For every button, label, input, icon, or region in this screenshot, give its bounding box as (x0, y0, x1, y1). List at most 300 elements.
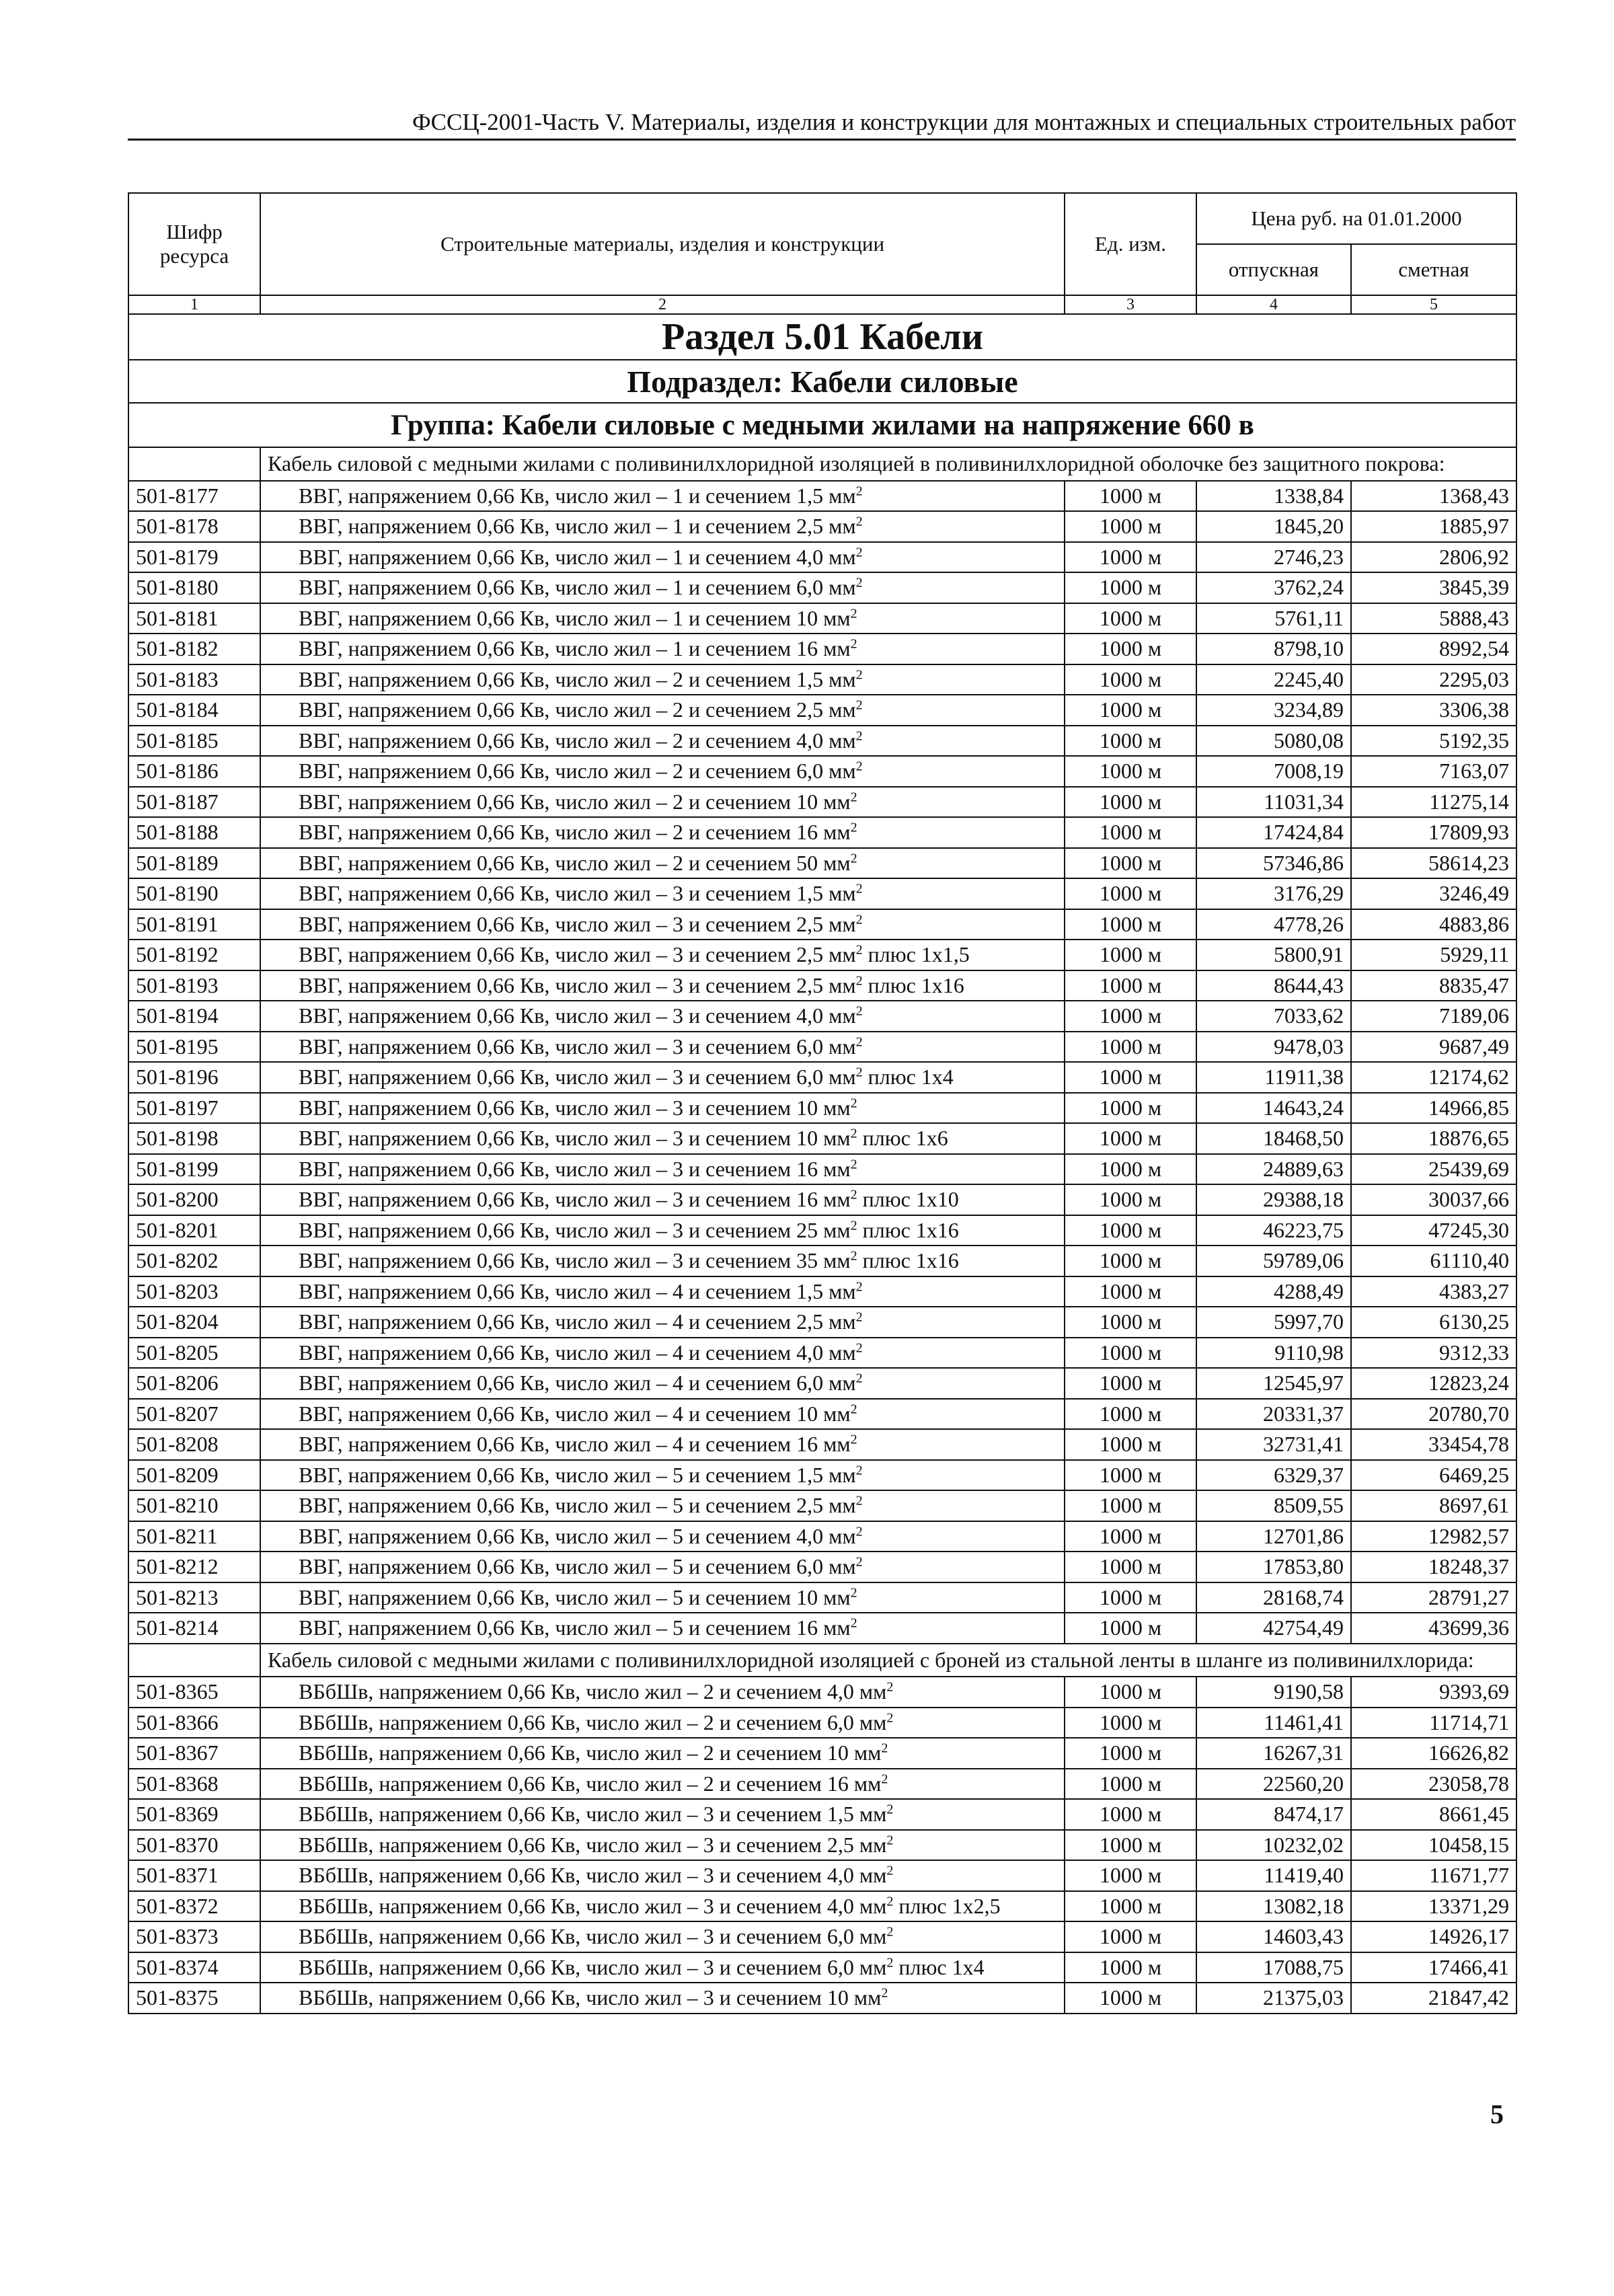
release-price: 8509,55 (1196, 1490, 1351, 1521)
resource-code: 501-8177 (128, 481, 260, 512)
release-price: 7008,19 (1196, 756, 1351, 787)
release-price: 12701,86 (1196, 1521, 1351, 1552)
material-name-text: ВВГ, напряжением 0,66 Кв, число жил – 5 и сечением 16 мм (299, 1615, 851, 1640)
unit-cell: 1000 м (1065, 1307, 1196, 1338)
resource-code: 501-8365 (128, 1677, 260, 1708)
squared-superscript: 2 (855, 1309, 863, 1325)
estimate-price: 3306,38 (1351, 695, 1516, 726)
table-row (128, 664, 1516, 695)
squared-superscript: 2 (855, 728, 863, 744)
estimate-price: 8697,61 (1351, 1490, 1516, 1521)
resource-code: 501-8368 (128, 1769, 260, 1800)
resource-code: 501-8183 (128, 664, 260, 695)
material-name-text: ВВГ, напряжением 0,66 Кв, число жил – 5 и сечением 10 мм (299, 1584, 851, 1609)
column-number: 2 (260, 295, 1065, 314)
unit-cell: 1000 м (1065, 1062, 1196, 1093)
material-name (260, 909, 1065, 940)
resource-code: 501-8206 (128, 1368, 260, 1399)
release-price: 4778,26 (1196, 909, 1351, 940)
material-name (260, 1215, 1065, 1246)
table-row (128, 970, 1516, 1001)
table-row (128, 756, 1516, 787)
squared-superscript: 2 (886, 1710, 894, 1726)
estimate-price: 28791,27 (1351, 1582, 1516, 1613)
release-price: 17088,75 (1196, 1952, 1351, 1983)
material-name-text: ВВГ, напряжением 0,66 Кв, число жил – 4 и сечением 6,0 мм (299, 1371, 856, 1395)
table-row (128, 511, 1516, 542)
release-price: 8474,17 (1196, 1799, 1351, 1830)
column-number-row (128, 295, 1516, 314)
unit-cell: 1000 м (1065, 1521, 1196, 1552)
material-name (260, 970, 1065, 1001)
material-name-suffix: плюс 1х10 (857, 1187, 959, 1212)
release-price: 46223,75 (1196, 1215, 1351, 1246)
squared-superscript: 2 (855, 1003, 863, 1019)
material-name-text: ВВГ, напряжением 0,66 Кв, число жил – 3 и сечением 1,5 мм (299, 881, 856, 906)
unit-cell: 1000 м (1065, 756, 1196, 787)
estimate-price: 6130,25 (1351, 1307, 1516, 1338)
unit-cell: 1000 м (1065, 1769, 1196, 1800)
table-row (128, 940, 1516, 970)
material-name-text: ВВГ, напряжением 0,66 Кв, число жил – 2 и сечением 4,0 мм (299, 728, 856, 753)
resource-code: 501-8212 (128, 1552, 260, 1582)
resource-code: 501-8373 (128, 1921, 260, 1952)
material-name (260, 1677, 1065, 1708)
release-price: 13082,18 (1196, 1891, 1351, 1922)
squared-superscript: 2 (886, 1863, 894, 1878)
release-price: 42754,49 (1196, 1613, 1351, 1644)
material-name (260, 1246, 1065, 1276)
squared-superscript: 2 (850, 1126, 857, 1141)
resource-code: 501-8213 (128, 1582, 260, 1613)
estimate-price: 7163,07 (1351, 756, 1516, 787)
resource-code: 501-8205 (128, 1338, 260, 1369)
material-name-text: ВБбШв, напряжением 0,66 Кв, число жил – 3 и сечением 4,0 мм (299, 1863, 887, 1888)
note-text: Кабель силовой с медными жилами с поливинилхлоридной изоляцией с броней из стальной ленты в шланге из поливинилхлорида: (260, 1644, 1516, 1677)
material-name (260, 1276, 1065, 1307)
estimate-price: 3845,39 (1351, 572, 1516, 603)
unit-cell: 1000 м (1065, 1001, 1196, 1032)
squared-superscript: 2 (855, 1371, 863, 1386)
table-row (128, 572, 1516, 603)
estimate-price: 58614,23 (1351, 848, 1516, 879)
header-estimate-price: сметная (1351, 244, 1516, 295)
material-name (260, 1521, 1065, 1552)
material-name-suffix: плюс 1х16 (857, 1217, 959, 1242)
estimate-price: 18876,65 (1351, 1123, 1516, 1154)
table-row (128, 695, 1516, 726)
unit-cell: 1000 м (1065, 1184, 1196, 1215)
material-name-text: ВВГ, напряжением 0,66 Кв, число жил – 2 и сечением 2,5 мм (299, 697, 856, 722)
material-name-text: ВВГ, напряжением 0,66 Кв, число жил – 4 и сечением 16 мм (299, 1432, 851, 1457)
material-name-text: ВВГ, напряжением 0,66 Кв, число жил – 5 и сечением 6,0 мм (299, 1554, 856, 1579)
resource-code: 501-8214 (128, 1613, 260, 1644)
squared-superscript: 2 (855, 1034, 863, 1050)
material-name-text: ВВГ, напряжением 0,66 Кв, число жил – 1 и сечением 10 мм (299, 605, 851, 630)
material-name (260, 848, 1065, 879)
resource-code: 501-8178 (128, 511, 260, 542)
resource-code: 501-8375 (128, 1983, 260, 2014)
unit-cell: 1000 м (1065, 1921, 1196, 1952)
resource-code: 501-8367 (128, 1738, 260, 1769)
section-row (128, 314, 1516, 360)
material-name-text: ВБбШв, напряжением 0,66 Кв, число жил – 2 и сечением 6,0 мм (299, 1710, 887, 1734)
material-name-suffix: плюс 1х4 (893, 1954, 985, 1979)
squared-superscript: 2 (850, 1096, 857, 1111)
unit-cell: 1000 м (1065, 848, 1196, 879)
estimate-price: 11714,71 (1351, 1708, 1516, 1738)
resource-code: 501-8211 (128, 1521, 260, 1552)
section-title: Раздел 5.01 Кабели (128, 314, 1516, 360)
header-code: Шифр ресурса (128, 193, 260, 295)
resource-code: 501-8202 (128, 1246, 260, 1276)
resource-code: 501-8182 (128, 634, 260, 664)
table-row (128, 1338, 1516, 1369)
release-price: 1338,84 (1196, 481, 1351, 512)
release-price: 11419,40 (1196, 1860, 1351, 1891)
table-row (128, 481, 1516, 512)
unit-cell: 1000 м (1065, 1460, 1196, 1491)
table-row (128, 1460, 1516, 1491)
squared-superscript: 2 (886, 1955, 894, 1970)
material-name-text: ВВГ, напряжением 0,66 Кв, число жил – 4 и сечением 2,5 мм (299, 1309, 856, 1334)
release-price: 14603,43 (1196, 1921, 1351, 1952)
squared-superscript: 2 (850, 636, 857, 652)
release-price: 5997,70 (1196, 1307, 1351, 1338)
unit-cell: 1000 м (1065, 1154, 1196, 1185)
squared-superscript: 2 (855, 667, 863, 683)
unit-cell: 1000 м (1065, 481, 1196, 512)
unit-cell: 1000 м (1065, 1093, 1196, 1124)
estimate-price: 8661,45 (1351, 1799, 1516, 1830)
estimate-price: 11671,77 (1351, 1860, 1516, 1891)
resource-code: 501-8370 (128, 1830, 260, 1861)
table-row (128, 787, 1516, 818)
squared-superscript: 2 (855, 1340, 863, 1356)
material-name-text: ВВГ, напряжением 0,66 Кв, число жил – 1 и сечением 6,0 мм (299, 575, 856, 600)
material-name (260, 1062, 1065, 1093)
estimate-price: 2295,03 (1351, 664, 1516, 695)
material-name-text: ВВГ, напряжением 0,66 Кв, число жил – 4 и сечением 4,0 мм (299, 1340, 856, 1365)
resource-code: 501-8196 (128, 1062, 260, 1093)
unit-cell: 1000 м (1065, 1368, 1196, 1399)
unit-cell: 1000 м (1065, 817, 1196, 848)
table-row (128, 1215, 1516, 1246)
squared-superscript: 2 (855, 545, 863, 560)
material-name (260, 634, 1065, 664)
resource-code: 501-8192 (128, 940, 260, 970)
column-number: 5 (1351, 295, 1516, 314)
squared-superscript: 2 (850, 820, 857, 835)
header-unit: Ед. изм. (1065, 193, 1196, 295)
release-price: 5080,08 (1196, 726, 1351, 757)
estimate-price: 5929,11 (1351, 940, 1516, 970)
unit-cell: 1000 м (1065, 1830, 1196, 1861)
resource-code: 501-8181 (128, 603, 260, 634)
material-name-text: ВВГ, напряжением 0,66 Кв, число жил – 5 и сечением 4,0 мм (299, 1523, 856, 1548)
estimate-price: 6469,25 (1351, 1460, 1516, 1491)
estimate-price: 12174,62 (1351, 1062, 1516, 1093)
resource-code: 501-8194 (128, 1001, 260, 1032)
unit-cell: 1000 м (1065, 1799, 1196, 1830)
material-name-text: ВБбШв, напряжением 0,66 Кв, число жил – 3 и сечением 4,0 мм (299, 1893, 887, 1918)
release-price: 11461,41 (1196, 1708, 1351, 1738)
table-row (128, 1154, 1516, 1185)
resource-code: 501-8200 (128, 1184, 260, 1215)
material-name (260, 756, 1065, 787)
release-price: 6329,37 (1196, 1460, 1351, 1491)
estimate-price: 7189,06 (1351, 1001, 1516, 1032)
header-name: Строительные материалы, изделия и конструкции (260, 193, 1065, 295)
release-price: 21375,03 (1196, 1983, 1351, 2014)
resource-code: 501-8198 (128, 1123, 260, 1154)
table-row (128, 1799, 1516, 1830)
squared-superscript: 2 (855, 1524, 863, 1539)
estimate-price: 47245,30 (1351, 1215, 1516, 1246)
table-row (128, 1490, 1516, 1521)
table-row (128, 1677, 1516, 1708)
squared-superscript: 2 (886, 1679, 894, 1695)
estimate-price: 8992,54 (1351, 634, 1516, 664)
table-row (128, 1429, 1516, 1460)
group-title: Группа: Кабели силовые с медными жилами на напряжение 660 в (128, 403, 1516, 447)
resource-code: 501-8180 (128, 572, 260, 603)
material-name-suffix: плюс 1х1,5 (862, 942, 970, 967)
estimate-price: 61110,40 (1351, 1246, 1516, 1276)
release-price: 18468,50 (1196, 1123, 1351, 1154)
unit-cell: 1000 м (1065, 1891, 1196, 1922)
material-name (260, 511, 1065, 542)
table-row (128, 817, 1516, 848)
release-price: 9190,58 (1196, 1677, 1351, 1708)
unit-cell: 1000 м (1065, 572, 1196, 603)
table-row (128, 1613, 1516, 1644)
material-name (260, 940, 1065, 970)
unit-cell: 1000 м (1065, 542, 1196, 573)
table-row (128, 1830, 1516, 1861)
material-name-text: ВБбШв, напряжением 0,66 Кв, число жил – 3 и сечением 1,5 мм (299, 1802, 887, 1827)
unit-cell: 1000 м (1065, 787, 1196, 818)
unit-cell: 1000 м (1065, 1613, 1196, 1644)
resource-code: 501-8207 (128, 1399, 260, 1430)
price-table (128, 192, 1517, 2014)
material-name (260, 1490, 1065, 1521)
estimate-price: 30037,66 (1351, 1184, 1516, 1215)
squared-superscript: 2 (881, 1771, 888, 1787)
material-name (260, 1952, 1065, 1983)
material-name-text: ВБбШв, напряжением 0,66 Кв, число жил – 3 и сечением 10 мм (299, 1985, 882, 2010)
unit-cell: 1000 м (1065, 695, 1196, 726)
table-row (128, 848, 1516, 879)
estimate-price: 3246,49 (1351, 878, 1516, 909)
table-row (128, 1582, 1516, 1613)
release-price: 57346,86 (1196, 848, 1351, 879)
material-name (260, 1582, 1065, 1613)
release-price: 28168,74 (1196, 1582, 1351, 1613)
material-name-suffix: плюс 1х6 (857, 1126, 948, 1151)
squared-superscript: 2 (855, 697, 863, 713)
release-price: 8798,10 (1196, 634, 1351, 664)
estimate-price: 43699,36 (1351, 1613, 1516, 1644)
material-name (260, 1552, 1065, 1582)
resource-code: 501-8195 (128, 1032, 260, 1063)
squared-superscript: 2 (855, 484, 863, 499)
resource-code: 501-8210 (128, 1490, 260, 1521)
squared-superscript: 2 (886, 1833, 894, 1848)
estimate-price: 21847,42 (1351, 1983, 1516, 2014)
material-name (260, 726, 1065, 757)
material-name-text: ВБбШв, напряжением 0,66 Кв, число жил – 2 и сечением 10 мм (299, 1740, 882, 1765)
squared-superscript: 2 (850, 1187, 857, 1202)
material-name (260, 787, 1065, 818)
squared-superscript: 2 (855, 1065, 863, 1080)
release-price: 3234,89 (1196, 695, 1351, 726)
note-text: Кабель силовой с медными жилами с поливинилхлоридной изоляцией в поливинилхлоридной оболочке без защитного покрова: (260, 447, 1516, 481)
release-price: 2245,40 (1196, 664, 1351, 695)
estimate-price: 14966,85 (1351, 1093, 1516, 1124)
material-name-text: ВБбШв, напряжением 0,66 Кв, число жил – 2 и сечением 16 мм (299, 1771, 882, 1796)
resource-code: 501-8374 (128, 1952, 260, 1983)
material-name-text: ВВГ, напряжением 0,66 Кв, число жил – 1 и сечением 16 мм (299, 636, 851, 661)
table-row (128, 1246, 1516, 1276)
estimate-price: 17809,93 (1351, 817, 1516, 848)
estimate-price: 14926,17 (1351, 1921, 1516, 1952)
release-price: 32731,41 (1196, 1429, 1351, 1460)
material-name (260, 695, 1065, 726)
unit-cell: 1000 м (1065, 1708, 1196, 1738)
unit-cell: 1000 м (1065, 1246, 1196, 1276)
column-number: 3 (1065, 295, 1196, 314)
material-name-text: ВВГ, напряжением 0,66 Кв, число жил – 3 и сечением 4,0 мм (299, 1003, 856, 1028)
table-row (128, 1552, 1516, 1582)
group-row (128, 403, 1516, 447)
release-price: 16267,31 (1196, 1738, 1351, 1769)
resource-code: 501-8193 (128, 970, 260, 1001)
material-name-suffix: плюс 1х4 (862, 1065, 954, 1089)
estimate-price: 33454,78 (1351, 1429, 1516, 1460)
estimate-price: 1368,43 (1351, 481, 1516, 512)
table-row (128, 1399, 1516, 1430)
material-name-text: ВВГ, напряжением 0,66 Кв, число жил – 3 и сечением 10 мм (299, 1095, 851, 1120)
material-name-text: ВВГ, напряжением 0,66 Кв, число жил – 1 и сечением 1,5 мм (299, 483, 856, 508)
table-row (128, 1123, 1516, 1154)
page-number: 5 (1490, 2099, 1504, 2129)
material-name (260, 1708, 1065, 1738)
material-name (260, 1891, 1065, 1922)
material-name-text: ВВГ, напряжением 0,66 Кв, число жил – 3 и сечением 16 мм (299, 1187, 851, 1212)
unit-cell: 1000 м (1065, 1399, 1196, 1430)
column-number: 4 (1196, 295, 1351, 314)
estimate-price: 4383,27 (1351, 1276, 1516, 1307)
material-name-text: ВВГ, напряжением 0,66 Кв, число жил – 2 и сечением 16 мм (299, 820, 851, 845)
material-name-text: ВБбШв, напряжением 0,66 Кв, число жил – 3 и сечением 6,0 мм (299, 1924, 887, 1949)
material-name-text: ВВГ, напряжением 0,66 Кв, число жил – 3 и сечением 2,5 мм (299, 942, 856, 967)
table-row (128, 1368, 1516, 1399)
resource-code: 501-8201 (128, 1215, 260, 1246)
squared-superscript: 2 (855, 881, 863, 896)
table-row (128, 1983, 1516, 2014)
note-row (128, 1644, 1516, 1677)
squared-superscript: 2 (855, 1463, 863, 1478)
unit-cell: 1000 м (1065, 1276, 1196, 1307)
squared-superscript: 2 (855, 973, 863, 989)
unit-cell: 1000 м (1065, 1552, 1196, 1582)
material-name (260, 1983, 1065, 2014)
unit-cell: 1000 м (1065, 1032, 1196, 1063)
squared-superscript: 2 (850, 1432, 857, 1447)
resource-code: 501-8179 (128, 542, 260, 573)
squared-superscript: 2 (855, 575, 863, 590)
estimate-price: 9687,49 (1351, 1032, 1516, 1063)
release-price: 3762,24 (1196, 572, 1351, 603)
material-name-text: ВВГ, напряжением 0,66 Кв, число жил – 4 и сечением 10 мм (299, 1401, 851, 1426)
squared-superscript: 2 (850, 606, 857, 621)
resource-code: 501-8188 (128, 817, 260, 848)
resource-code: 501-8203 (128, 1276, 260, 1307)
estimate-price: 4883,86 (1351, 909, 1516, 940)
unit-cell: 1000 м (1065, 664, 1196, 695)
material-name-text: ВВГ, напряжением 0,66 Кв, число жил – 3 и сечением 6,0 мм (299, 1065, 856, 1089)
material-name-text: ВБбШв, напряжением 0,66 Кв, число жил – 3 и сечением 2,5 мм (299, 1832, 887, 1857)
column-number: 1 (128, 295, 260, 314)
material-name (260, 1769, 1065, 1800)
unit-cell: 1000 м (1065, 1952, 1196, 1983)
unit-cell: 1000 м (1065, 909, 1196, 940)
unit-cell: 1000 м (1065, 1582, 1196, 1613)
estimate-price: 20780,70 (1351, 1399, 1516, 1430)
table-row (128, 1062, 1516, 1093)
unit-cell: 1000 м (1065, 1860, 1196, 1891)
estimate-price: 25439,69 (1351, 1154, 1516, 1185)
estimate-price: 12823,24 (1351, 1368, 1516, 1399)
resource-code: 501-8209 (128, 1460, 260, 1491)
unit-cell: 1000 м (1065, 603, 1196, 634)
release-price: 17424,84 (1196, 817, 1351, 848)
unit-cell: 1000 м (1065, 1429, 1196, 1460)
header-release-price: отпускная (1196, 244, 1351, 295)
estimate-price: 1885,97 (1351, 511, 1516, 542)
material-name-text: ВВГ, напряжением 0,66 Кв, число жил – 5 и сечением 1,5 мм (299, 1462, 856, 1487)
resource-code: 501-8190 (128, 878, 260, 909)
material-name (260, 1368, 1065, 1399)
squared-superscript: 2 (850, 790, 857, 805)
unit-cell: 1000 м (1065, 1738, 1196, 1769)
material-name (260, 1738, 1065, 1769)
material-name (260, 1921, 1065, 1952)
material-name (260, 1460, 1065, 1491)
squared-superscript: 2 (850, 1248, 857, 1264)
resource-code: 501-8372 (128, 1891, 260, 1922)
squared-superscript: 2 (855, 759, 863, 774)
squared-superscript: 2 (850, 1157, 857, 1172)
table-row (128, 1891, 1516, 1922)
material-name-text: ВВГ, напряжением 0,66 Кв, число жил – 4 и сечением 1,5 мм (299, 1278, 856, 1303)
resource-code: 501-8191 (128, 909, 260, 940)
squared-superscript: 2 (855, 942, 863, 958)
subsection-row (128, 360, 1516, 403)
unit-cell: 1000 м (1065, 1490, 1196, 1521)
estimate-price: 13371,29 (1351, 1891, 1516, 1922)
table-row (128, 1738, 1516, 1769)
material-name-text: ВВГ, напряжением 0,66 Кв, число жил – 3 и сечением 2,5 мм (299, 972, 856, 997)
squared-superscript: 2 (886, 1894, 894, 1909)
squared-superscript: 2 (850, 1585, 857, 1601)
resource-code: 501-8189 (128, 848, 260, 879)
release-price: 1845,20 (1196, 511, 1351, 542)
table-row (128, 878, 1516, 909)
material-name-suffix: плюс 1х16 (862, 972, 964, 997)
running-title: ФССЦ-2001-Часть V. Материалы, изделия и конструкции для монтажных и специальных строительных работ (412, 109, 1516, 135)
